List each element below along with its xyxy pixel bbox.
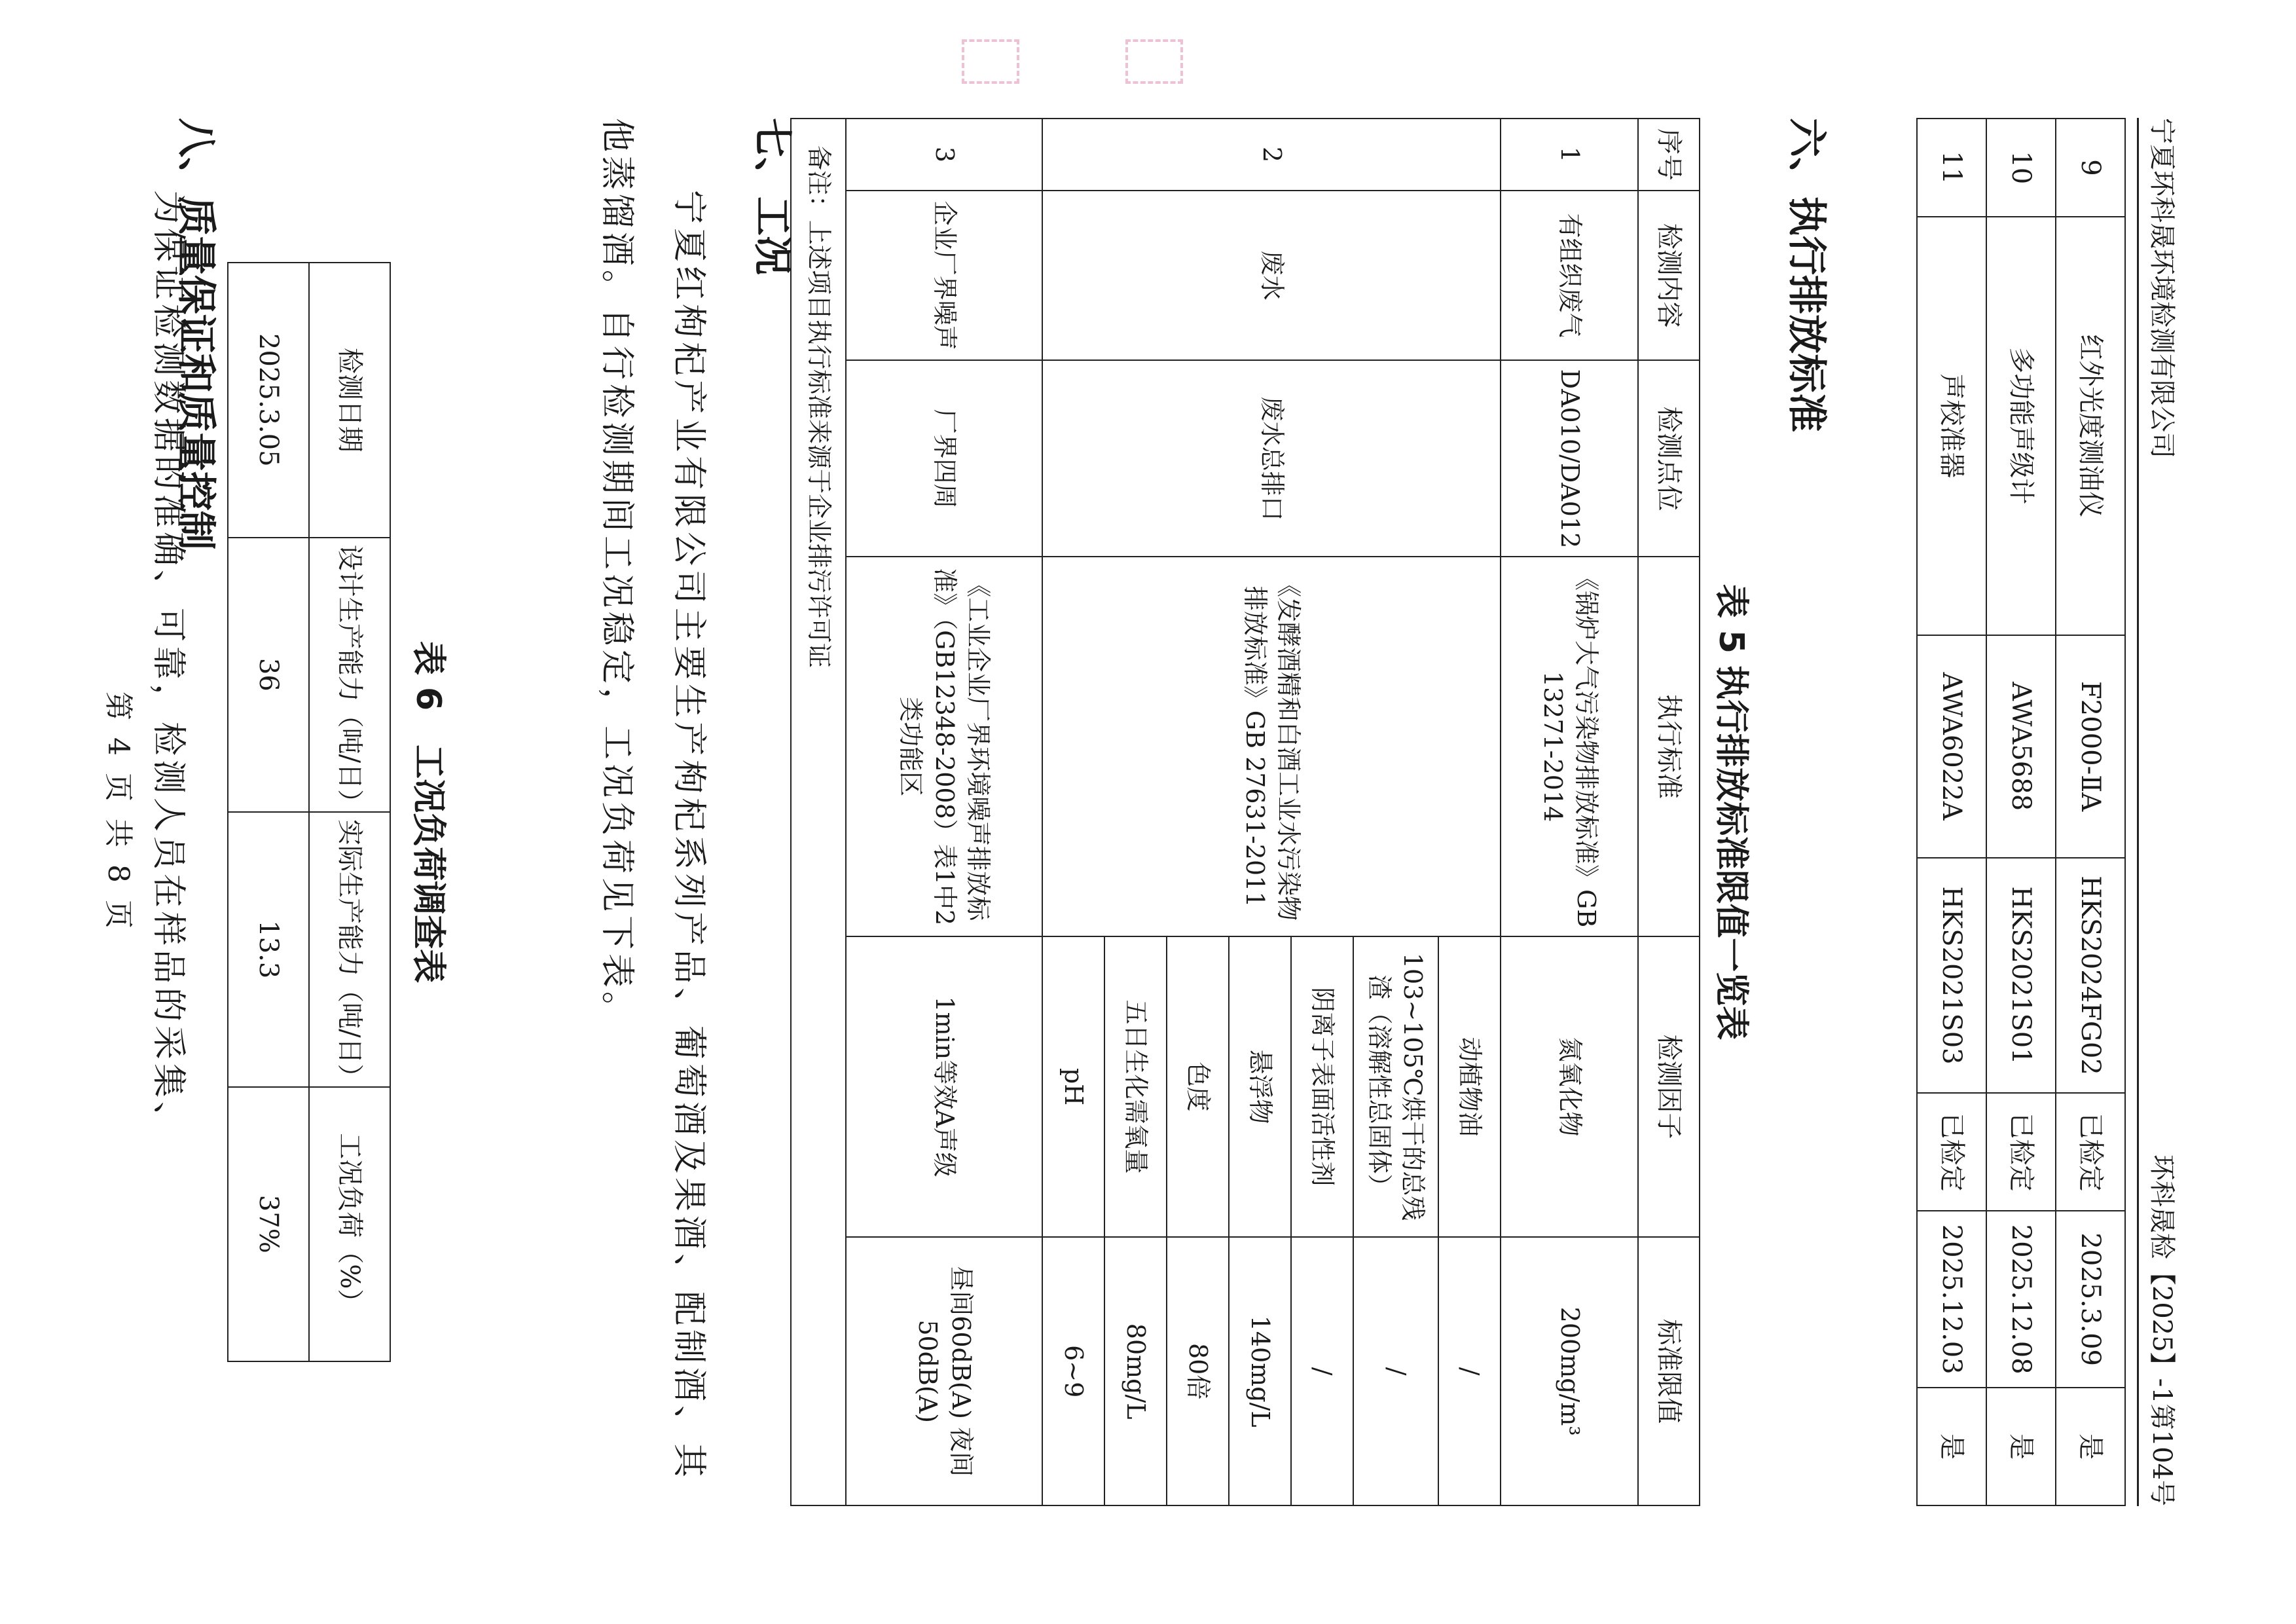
cell-date: 2025.3.05 bbox=[228, 263, 309, 538]
cell-model: AWA6022A bbox=[1917, 635, 1986, 858]
col-header: 实际生产能力（吨/日） bbox=[309, 812, 390, 1086]
cell-valid: 2025.3.09 bbox=[2056, 1211, 2125, 1388]
cell-limit: 80倍 bbox=[1167, 1237, 1229, 1505]
table-header-row bbox=[1638, 119, 1700, 1505]
cell-limit: 6~9 bbox=[1042, 1237, 1104, 1505]
table-row bbox=[1917, 119, 1986, 1505]
instrument-table bbox=[1916, 118, 2126, 1506]
table-header-row bbox=[309, 263, 390, 1361]
cell-point: 厂界四周 bbox=[846, 360, 1042, 557]
cell-status: 已检定 bbox=[1917, 1093, 1986, 1211]
cell-status: 已检定 bbox=[1986, 1093, 2056, 1211]
table-row bbox=[1986, 119, 2056, 1505]
col-header: 执行标准 bbox=[1638, 557, 1700, 936]
cell-content: 企业厂界噪声 bbox=[846, 191, 1042, 361]
cell-load: 37% bbox=[228, 1087, 309, 1361]
stamp-mark bbox=[1125, 39, 1183, 84]
table-note-row bbox=[791, 119, 846, 1505]
cell-name: 多功能声级计 bbox=[1986, 217, 2056, 635]
cell-factor: 色度 bbox=[1167, 936, 1229, 1238]
cell-name: 声校准器 bbox=[1917, 217, 1986, 635]
working-condition-table bbox=[227, 262, 391, 1362]
cell-factor: pH bbox=[1042, 936, 1104, 1238]
cell-factor: 氮氧化物 bbox=[1501, 936, 1638, 1238]
cell-point: DA010/DA012 bbox=[1501, 360, 1638, 557]
cell-point: 废水总排口 bbox=[1042, 360, 1501, 557]
cell-ok: 是 bbox=[1917, 1388, 1986, 1505]
cell-no: 11 bbox=[1917, 119, 1986, 217]
page-number: 第 4 页 共 8 页 bbox=[101, 692, 135, 932]
table-row bbox=[846, 119, 1042, 1505]
section-8-title: 八、质量保证和质量控制 bbox=[173, 118, 219, 550]
cell-limit: 80mg/L bbox=[1104, 1237, 1167, 1505]
col-header: 检测日期 bbox=[309, 263, 390, 538]
cell-id: HKS2024FG02 bbox=[2056, 858, 2125, 1094]
cell-status: 已检定 bbox=[2056, 1093, 2125, 1211]
cell-factor: 五日生化需氧量 bbox=[1104, 936, 1167, 1238]
section-8-paragraph: 为保证检测数据的准确、可靠，检测人员在样品的采集、 bbox=[149, 190, 188, 1140]
cell-design-capacity: 36 bbox=[228, 538, 309, 812]
cell-factor: 动植物油 bbox=[1438, 936, 1501, 1238]
stamp-mark bbox=[962, 39, 1019, 84]
cell-standard: 《发酵酒精和白酒工业水污染物排放标准》GB 27631-2011 bbox=[1042, 557, 1501, 936]
cell-standard: 《锅炉大气污染物排放标准》GB 13271-2014 bbox=[1501, 557, 1638, 936]
cell-no: 10 bbox=[1986, 119, 2056, 217]
cell-factor: 103~105℃烘干的总残渣（溶解性总固体） bbox=[1353, 936, 1438, 1238]
cell-limit: / bbox=[1291, 1237, 1353, 1505]
table-6-caption: 表 6 工况负荷调查表 bbox=[409, 640, 448, 984]
section-7-paragraph: 宁夏红枸杞产业有限公司主要生产枸杞系列产品、葡萄酒及果酒、配制酒、其他蒸馏酒。自行检测期间工况稳定，工况负荷见下表。 bbox=[597, 118, 708, 1482]
page-header bbox=[2137, 118, 2185, 1506]
cell-limit: / bbox=[1438, 1237, 1501, 1505]
cell-no: 9 bbox=[2056, 119, 2125, 217]
company-name: 宁夏环科晟环境检测有限公司 bbox=[2147, 118, 2177, 458]
table-5-caption: 表 5 执行排放标准限值一览表 bbox=[1711, 583, 1751, 1041]
cell-limit: 140mg/L bbox=[1229, 1237, 1291, 1505]
cell-valid: 2025.12.08 bbox=[1986, 1211, 2056, 1388]
section-6-title: 六、执行排放标准 bbox=[1783, 118, 1829, 432]
col-header: 序号 bbox=[1638, 119, 1700, 191]
col-header: 检测内容 bbox=[1638, 191, 1700, 361]
cell-ok: 是 bbox=[2056, 1388, 2125, 1505]
col-header: 检测因子 bbox=[1638, 936, 1700, 1238]
col-header: 工况负荷（%） bbox=[309, 1087, 390, 1361]
cell-valid: 2025.12.03 bbox=[1917, 1211, 1986, 1388]
cell-limit: / bbox=[1353, 1237, 1438, 1505]
cell-factor: 悬浮物 bbox=[1229, 936, 1291, 1238]
cell-no: 2 bbox=[1042, 119, 1501, 191]
cell-id: HKS2021S03 bbox=[1917, 858, 1986, 1094]
col-header: 设计生产能力（吨/日） bbox=[309, 538, 390, 812]
cell-content: 有组织废气 bbox=[1501, 191, 1638, 361]
cell-factor: 阴离子表面活性剂 bbox=[1291, 936, 1353, 1238]
table-row bbox=[1438, 119, 1501, 1505]
table-row bbox=[1501, 119, 1638, 1505]
table-note: 备注：上述项目执行标准来源于企业排污许可证 bbox=[791, 119, 846, 1505]
cell-id: HKS2021S01 bbox=[1986, 858, 2056, 1094]
cell-content: 废水 bbox=[1042, 191, 1501, 361]
table-row bbox=[228, 263, 309, 1361]
cell-name: 红外光度测油仪 bbox=[2056, 217, 2125, 635]
cell-ok: 是 bbox=[1986, 1388, 2056, 1505]
cell-no: 3 bbox=[846, 119, 1042, 191]
col-header: 检测点位 bbox=[1638, 360, 1700, 557]
cell-no: 1 bbox=[1501, 119, 1638, 191]
cell-actual-capacity: 13.3 bbox=[228, 812, 309, 1086]
cell-limit: 昼间60dB(A) 夜间50dB(A) bbox=[846, 1237, 1042, 1505]
col-header: 标准限值 bbox=[1638, 1237, 1700, 1505]
cell-standard: 《工业企业厂界环境噪声排放标准》（GB12348-2008）表1中2类功能区 bbox=[846, 557, 1042, 936]
cell-limit: 200mg/m³ bbox=[1501, 1237, 1638, 1505]
cell-model: F2000-ⅡA bbox=[2056, 635, 2125, 858]
cell-factor: 1min等效A声级 bbox=[846, 936, 1042, 1238]
table-row bbox=[2056, 119, 2125, 1505]
report-number: 环科晟检【2025】-1第104号 bbox=[2147, 1154, 2177, 1506]
section-7-title: 七、工况 bbox=[749, 118, 795, 275]
cell-model: AWA5688 bbox=[1986, 635, 2056, 858]
emission-standard-table bbox=[790, 118, 1700, 1506]
